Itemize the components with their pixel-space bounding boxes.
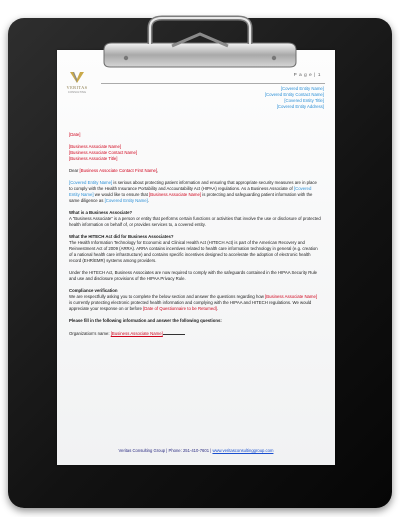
compliance-ba-name: [Business Associate Name] <box>265 294 318 299</box>
logo-v-icon <box>70 72 84 83</box>
compliance-return-date: [Date of Questionnaire to be Returned] <box>143 306 217 311</box>
compliance-text-1: We are respectfully asking you to complete the below section and answer the questions regarding how <box>69 294 266 299</box>
page-number: P a g e | 1 <box>293 72 321 77</box>
intro-text-1: is serious about protecting patient information and ensuring that appropriate security measures are in place to comply with the Health Insurance Portability and Accountability Act (HIPAA) regulations. As a Business Associate of <box>69 180 317 191</box>
ba-name: [Business Associate Name] <box>69 144 122 149</box>
footer-separator-2: | <box>209 448 213 453</box>
header-rule <box>101 83 325 84</box>
page-footer <box>57 448 335 454</box>
ba-contact-name: [Business Associate Contact Name] <box>69 150 138 155</box>
salutation <box>69 168 321 174</box>
intro-entity-1: [Covered Entity Name] <box>69 180 113 185</box>
recipient-block <box>265 86 324 110</box>
recipient-entity-name: [Covered Entity Name] <box>280 86 324 91</box>
intro-text-3: is protecting and safeguarding patient information with the same diligence as <box>69 192 313 203</box>
logo-subtitle: CONSULTING <box>67 90 87 94</box>
business-associate-block <box>69 144 321 162</box>
footer-phone: Phone: 251-410-7601 <box>168 448 210 453</box>
organization-name-row <box>69 330 321 337</box>
section-heading-compliance: Compliance verification <box>69 288 118 293</box>
recipient-title: [Covered Entity Title] <box>284 98 324 103</box>
footer-separator-1: | <box>165 448 169 453</box>
intro-text-2: we would like to ensure that <box>93 192 150 197</box>
section-heading-ba: What is a Business Associate? <box>69 210 133 215</box>
hitech-requirement-paragraph: Under the HITECH Act, Business Associates are now required to comply with the safeguards contained in the HIPAA Security Rule and use and disclosure provisions of the HIPAA Privacy Rule. <box>69 270 318 281</box>
logo-name: VERITAS <box>66 85 88 90</box>
intro-paragraph <box>69 180 321 204</box>
section-body-ba: A “Business Associate” is a person or entity that performs certain functions or activities that involve the use or disclosure of protected health information on behalf of, or provides services to, a covered entity. <box>69 216 321 227</box>
intro-ba-name: [Business Associate Name] <box>149 192 202 197</box>
salutation-prefix: Dear <box>69 168 79 173</box>
organization-name-label: Organization’s name: <box>69 331 110 336</box>
compliance-paragraph <box>69 294 321 312</box>
ba-title: [Business Associate Title] <box>69 156 118 161</box>
company-logo <box>65 72 89 94</box>
intro-entity-2: [Covered Entity Name] <box>69 186 312 197</box>
organization-name-field[interactable]: [Business Associate Name] <box>110 331 163 336</box>
compliance-text-2: is currently protecting electronic protected health information and complying with the HIPAA and HITECH regulations. We would appreciate your response on or before <box>69 300 312 311</box>
footer-company: Veritas Consulting Group <box>118 448 166 453</box>
compliance-text-3: . <box>216 306 219 311</box>
document-page <box>57 50 335 465</box>
fill-instruction: Please fill in the following information and answer the following questions: <box>69 318 222 323</box>
organization-name-underline <box>163 330 185 335</box>
recipient-address: [Covered Entity Address] <box>276 104 324 109</box>
intro-text-4: . <box>147 198 150 203</box>
letter-date: [Date] <box>69 132 81 137</box>
salutation-name: [Business Associate Contact First Name] <box>79 168 158 173</box>
recipient-contact-name: [Covered Entity Contact Name] <box>264 92 324 97</box>
section-heading-hitech: What the HITECH Act did for Business Associates? <box>69 234 174 239</box>
footer-website-link[interactable]: www.veritasconsultinggroup.com <box>212 448 274 453</box>
intro-entity-3: [Covered Entity Name] <box>104 198 148 203</box>
salutation-suffix: , <box>157 168 159 173</box>
letter-body <box>69 132 321 343</box>
section-body-hitech: The Health Information Technology for Economic and Clinical Health Act (HITECH Act) is part of the American Recovery and Reinvestment Act of 2009 (ARRA). ARRA contains incentives related to health care information technology in general (e.g. creation of a national health care infrastructure) and contains specific incentives designed to accelerate the adoption of electronic health record (EHR/EMR) systems among providers. <box>69 240 318 263</box>
